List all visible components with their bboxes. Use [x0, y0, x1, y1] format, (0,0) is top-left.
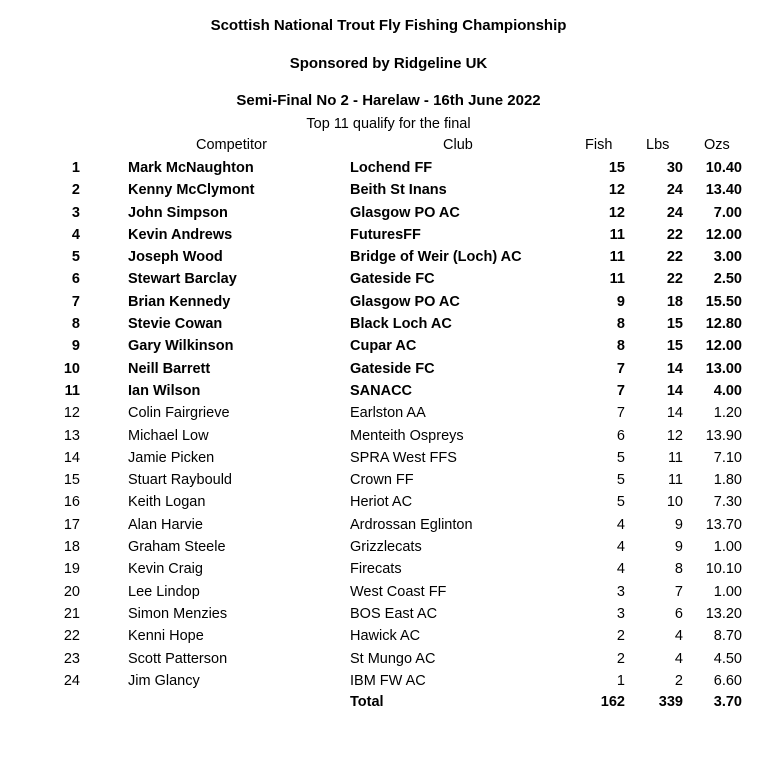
table-row [0, 246, 777, 268]
competitor-name: Ian Wilson [128, 382, 201, 399]
fish-count: 8 [616, 316, 625, 333]
competitor-name: Kenni Hope [128, 628, 204, 645]
club-name: West Coast FF [350, 583, 447, 600]
weight-lbs: 8 [674, 561, 683, 578]
club-name: Lochend FF [350, 160, 433, 176]
fish-count: 4 [616, 516, 625, 533]
weight-ozs: 10.10 [705, 561, 742, 578]
fish-count: 3 [616, 605, 625, 622]
total-label: Total [350, 694, 384, 710]
club-name: SANACC [350, 382, 413, 399]
competitor-name: Colin Fairgrieve [128, 405, 230, 422]
table-row [0, 648, 777, 670]
club-name: FuturesFF [350, 226, 421, 243]
fish-count: 15 [608, 160, 625, 176]
weight-lbs: 22 [666, 271, 683, 288]
total-ozs: 3.70 [713, 694, 742, 710]
weight-lbs: 11 [667, 449, 683, 466]
table-row [0, 558, 777, 580]
club-name: Beith St Inans [350, 182, 447, 199]
result-position: 10 [63, 360, 80, 377]
weight-lbs: 18 [666, 293, 683, 310]
weight-lbs: 30 [666, 160, 683, 176]
weight-lbs: 14 [666, 360, 683, 377]
fish-count: 7 [616, 405, 625, 422]
column-header-competitor: Competitor [196, 137, 267, 153]
weight-lbs: 12 [666, 427, 683, 444]
weight-ozs: 10.40 [705, 160, 742, 176]
club-name: Hawick AC [350, 628, 421, 645]
table-row [0, 603, 777, 625]
weight-ozs: 7.30 [713, 494, 742, 511]
club-name: SPRA West FFS [350, 449, 457, 466]
total-row [0, 693, 777, 713]
weight-lbs: 15 [666, 316, 683, 333]
weight-ozs: 1.00 [713, 539, 742, 556]
result-position: 16 [63, 494, 80, 511]
table-row [0, 380, 777, 402]
club-name: Cupar AC [350, 338, 417, 355]
weight-lbs: 2 [674, 672, 683, 689]
club-name: Earlston AA [350, 405, 426, 422]
weight-ozs: 8.70 [713, 628, 742, 645]
competitor-name: Kevin Andrews [128, 226, 233, 243]
fish-count: 11 [609, 271, 625, 288]
table-row [0, 581, 777, 603]
club-name: Heriot AC [350, 494, 413, 511]
competitor-name: Brian Kennedy [128, 293, 231, 310]
club-name: Ardrossan Eglinton [350, 516, 473, 533]
result-position: 6 [71, 271, 80, 288]
weight-ozs: 12.00 [705, 226, 742, 243]
fish-count: 9 [616, 293, 625, 310]
weight-ozs: 7.00 [713, 204, 742, 221]
weight-ozs: 4.50 [713, 650, 742, 667]
weight-lbs: 22 [666, 249, 683, 266]
club-name: Glasgow PO AC [350, 204, 460, 221]
weight-lbs: 9 [674, 516, 683, 533]
weight-ozs: 13.40 [705, 182, 742, 199]
weight-ozs: 7.10 [713, 449, 742, 466]
weight-lbs: 22 [666, 226, 683, 243]
club-name: Menteith Ospreys [350, 427, 464, 444]
weight-ozs: 13.00 [705, 360, 742, 377]
sponsor-line: Sponsored by Ridgeline UK [289, 55, 488, 72]
result-position: 7 [71, 293, 80, 310]
competitor-name: Mark McNaughton [128, 160, 254, 176]
weight-ozs: 3.00 [713, 249, 742, 266]
weight-lbs: 10 [666, 494, 683, 511]
result-position: 1 [71, 160, 80, 176]
weight-ozs: 2.50 [713, 271, 742, 288]
weight-lbs: 9 [674, 539, 683, 556]
fish-count: 12 [608, 204, 625, 221]
fish-count: 6 [616, 427, 625, 444]
table-row [0, 202, 777, 224]
result-position: 4 [71, 226, 80, 243]
result-position: 21 [63, 605, 80, 622]
fish-count: 5 [616, 449, 625, 466]
weight-lbs: 14 [666, 382, 683, 399]
table-row [0, 625, 777, 647]
competitor-name: Alan Harvie [128, 516, 203, 533]
competitor-name: John Simpson [128, 204, 228, 221]
club-name: Glasgow PO AC [350, 293, 460, 310]
table-row [0, 447, 777, 469]
table-row [0, 179, 777, 201]
weight-ozs: 1.00 [713, 583, 742, 600]
competitor-name: Keith Logan [128, 494, 206, 511]
weight-ozs: 12.00 [705, 338, 742, 355]
competitor-name: Neill Barrett [128, 360, 211, 377]
result-position: 3 [71, 204, 80, 221]
competitor-name: Michael Low [128, 427, 209, 444]
club-name: Black Loch AC [350, 316, 452, 333]
fish-count: 4 [616, 539, 625, 556]
weight-lbs: 24 [666, 182, 683, 199]
column-header-fish: Fish [585, 137, 613, 153]
table-row [0, 313, 777, 335]
results-table [0, 157, 777, 692]
competitor-name: Jamie Picken [128, 449, 215, 466]
result-position: 17 [63, 516, 80, 533]
fish-count: 12 [608, 182, 625, 199]
weight-ozs: 13.20 [705, 605, 742, 622]
weight-ozs: 6.60 [713, 672, 742, 689]
club-name: IBM FW AC [350, 672, 426, 689]
competitor-name: Kenny McClymont [128, 182, 255, 199]
weight-ozs: 1.20 [713, 405, 742, 422]
championship-title: Scottish National Trout Fly Fishing Championship [210, 17, 567, 34]
result-position: 8 [71, 316, 80, 333]
weight-ozs: 1.80 [713, 472, 742, 489]
club-name: Gateside FC [350, 271, 435, 288]
table-row [0, 491, 777, 513]
result-position: 23 [63, 650, 80, 667]
table-row [0, 536, 777, 558]
table-row [0, 469, 777, 491]
column-header-club: Club [443, 137, 473, 153]
table-row [0, 157, 777, 179]
weight-ozs: 4.00 [713, 382, 742, 399]
club-name: Gateside FC [350, 360, 435, 377]
result-position: 15 [63, 472, 80, 489]
result-position: 19 [63, 561, 80, 578]
weight-lbs: 14 [666, 405, 683, 422]
competitor-name: Stuart Raybould [128, 472, 232, 489]
competitor-name: Kevin Craig [128, 561, 203, 578]
table-row [0, 402, 777, 424]
weight-ozs: 12.80 [705, 316, 742, 333]
club-name: Bridge of Weir (Loch) AC [350, 249, 522, 266]
competitor-name: Graham Steele [128, 539, 226, 556]
fish-count: 11 [609, 249, 625, 266]
weight-ozs: 15.50 [705, 293, 742, 310]
fish-count: 7 [616, 382, 625, 399]
result-position: 24 [63, 672, 80, 689]
weight-lbs: 15 [666, 338, 683, 355]
weight-lbs: 7 [674, 583, 683, 600]
table-row [0, 425, 777, 447]
weight-lbs: 24 [666, 204, 683, 221]
fish-count: 8 [616, 338, 625, 355]
weight-lbs: 4 [674, 628, 683, 645]
weight-lbs: 11 [667, 472, 683, 489]
table-row [0, 670, 777, 692]
fish-count: 1 [616, 672, 625, 689]
total-fish: 162 [600, 694, 625, 710]
total-lbs: 339 [658, 694, 683, 710]
table-row [0, 358, 777, 380]
competitor-name: Stevie Cowan [128, 316, 223, 333]
fish-count: 2 [616, 628, 625, 645]
result-position: 18 [63, 539, 80, 556]
table-row [0, 268, 777, 290]
weight-lbs: 4 [674, 650, 683, 667]
club-name: Firecats [350, 561, 402, 578]
fish-count: 4 [616, 561, 625, 578]
weight-ozs: 13.90 [705, 427, 742, 444]
club-name: Crown FF [350, 472, 414, 489]
competitor-name: Stewart Barclay [128, 271, 237, 288]
table-row [0, 514, 777, 536]
fish-count: 11 [609, 226, 625, 243]
competitor-name: Scott Patterson [128, 650, 228, 667]
result-position: 12 [63, 405, 80, 422]
table-row [0, 224, 777, 246]
table-row [0, 291, 777, 313]
qualify-note: Top 11 qualify for the final [306, 116, 471, 132]
result-position: 22 [63, 628, 80, 645]
club-name: BOS East AC [350, 605, 438, 622]
competitor-name: Jim Glancy [128, 672, 200, 689]
result-position: 5 [71, 249, 80, 266]
fish-count: 2 [616, 650, 625, 667]
competitor-name: Simon Menzies [128, 605, 228, 622]
result-position: 11 [64, 382, 80, 399]
table-row [0, 335, 777, 357]
result-position: 9 [71, 338, 80, 355]
fish-count: 5 [616, 494, 625, 511]
column-header-ozs: Ozs [704, 137, 730, 153]
column-header-lbs: Lbs [646, 137, 670, 153]
competitor-name: Joseph Wood [128, 249, 223, 266]
fish-count: 5 [616, 472, 625, 489]
competitor-name: Gary Wilkinson [128, 338, 234, 355]
result-position: 13 [63, 427, 80, 444]
fish-count: 7 [616, 360, 625, 377]
event-heading: Semi-Final No 2 - Harelaw - 16th June 2022 [236, 92, 541, 109]
weight-lbs: 6 [674, 605, 683, 622]
competitor-name: Lee Lindop [128, 583, 200, 600]
weight-ozs: 13.70 [705, 516, 742, 533]
result-position: 2 [71, 182, 80, 199]
fish-count: 3 [616, 583, 625, 600]
result-position: 20 [63, 583, 80, 600]
club-name: Grizzlecats [350, 539, 422, 556]
result-position: 14 [63, 449, 80, 466]
club-name: St Mungo AC [350, 650, 436, 667]
